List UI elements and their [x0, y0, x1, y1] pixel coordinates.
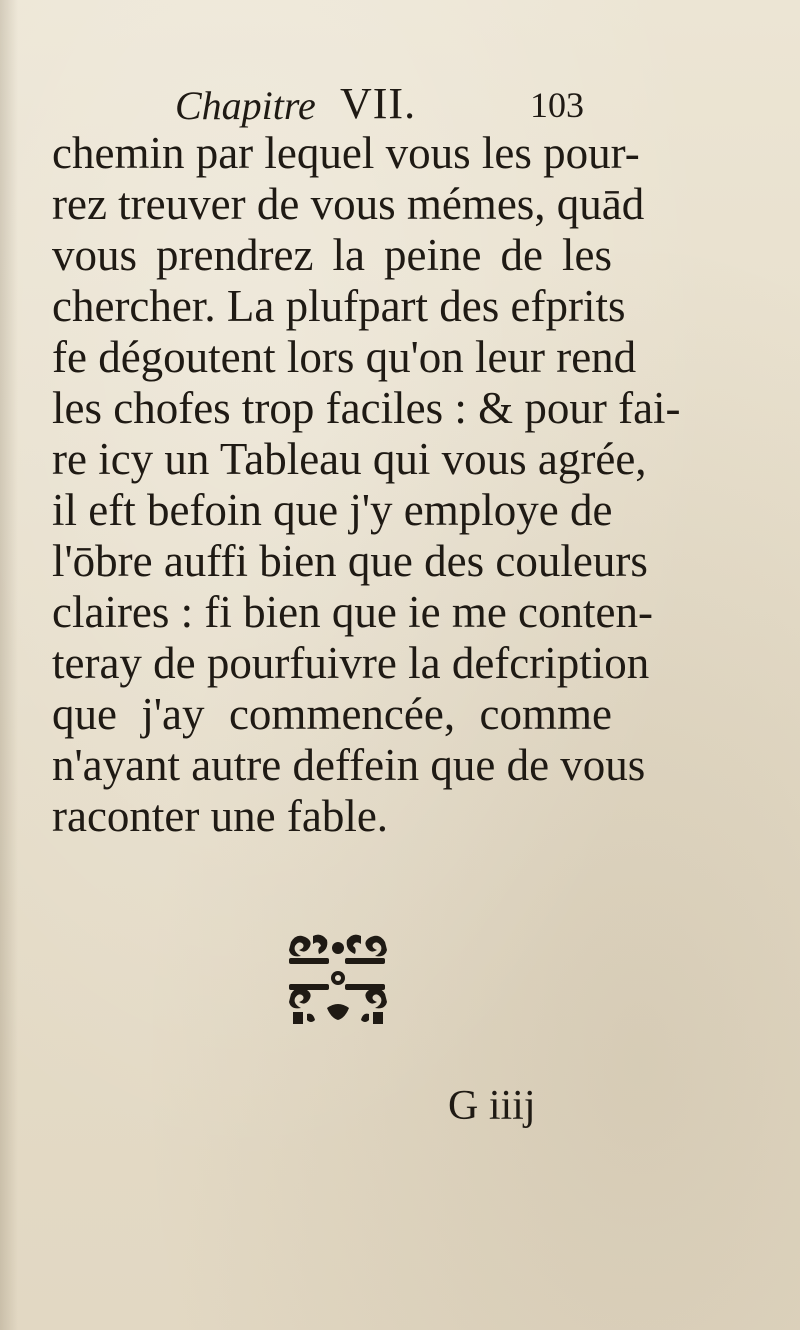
text-line: chemin par lequel vous les pour-: [52, 128, 640, 178]
printers-fleuron-icon: [283, 928, 393, 1028]
chapter-label: Chapitre: [175, 83, 316, 128]
text-line: n'ayant autre deffein que de vous: [52, 740, 646, 790]
text-line: il eft befoin que j'y employe de: [52, 485, 613, 535]
text-line: l'ōbre auffi bien que des couleurs: [52, 536, 648, 586]
text-line: teray de pourfuivre la defcription: [52, 638, 650, 688]
page-edge-shadow: [0, 0, 18, 1330]
chapter-number: VII.: [340, 79, 417, 128]
text-line: fe dégoutent lors qu'on leur rend: [52, 332, 637, 382]
text-line: rez treuver de vous mémes, quād: [52, 179, 645, 229]
text-line: raconter une fable.: [52, 791, 389, 841]
text-line: vous prendrez la peine de les: [52, 230, 612, 280]
body-paragraph: [52, 128, 681, 842]
text-line: re icy un Tableau qui vous agrée,: [52, 434, 647, 484]
text-line: que j'ay commencée, comme: [52, 689, 612, 739]
page-number: 103: [530, 85, 584, 125]
text-line: chercher. La plufpart des efprits: [52, 281, 626, 331]
text-line: les chofes trop faciles : & pour fai-: [52, 383, 681, 433]
signature-mark: G iiij: [448, 1083, 536, 1129]
text-line: claires : fi bien que ie me conten-: [52, 587, 653, 637]
